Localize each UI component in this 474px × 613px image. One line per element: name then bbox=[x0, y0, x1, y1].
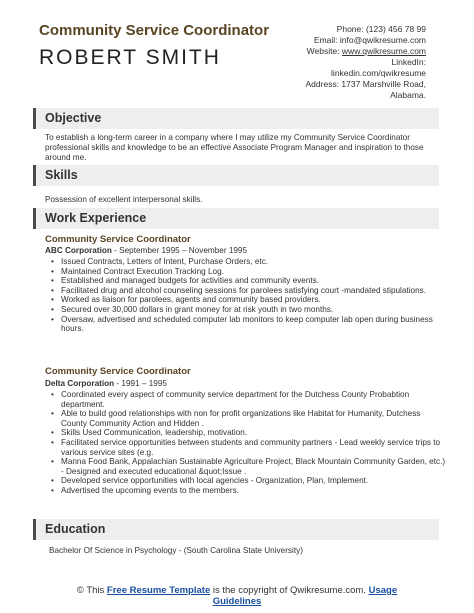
objective-text: To establish a long-term career in a company where I may utilize my Community Service Coordinator professional skills and knowledge to be an effective Associate Program Manager and inspiration to those around me. bbox=[45, 133, 424, 162]
section-header-education bbox=[33, 519, 439, 540]
list-item: • Worked as liaison for parolees, agents and community based providers. bbox=[61, 295, 446, 305]
section-header-work-experience bbox=[33, 208, 439, 229]
section-title: Objective bbox=[45, 111, 102, 125]
job-company: Delta Corporation bbox=[45, 379, 115, 388]
section-header-objective bbox=[33, 108, 439, 129]
job-dates: - 1991 – 1995 bbox=[114, 379, 167, 388]
job-bullets bbox=[45, 257, 446, 334]
list-item: • Developed service opportunities with local agencies - Organization, Plan, Implement. bbox=[61, 476, 446, 486]
skills-text: Possession of excellent interpersonal skills. bbox=[45, 195, 203, 204]
section-title: Skills bbox=[45, 168, 78, 182]
contact-phone: Phone: (123) 456 78 99 bbox=[336, 24, 426, 34]
list-item: • Maintained Contract Execution Tracking Log. bbox=[61, 267, 446, 277]
list-item: • Issued Contracts, Letters of Intent, Purchase Orders, etc. bbox=[61, 257, 446, 267]
list-item: • Advertised the upcoming events to the members. bbox=[61, 486, 446, 496]
job-company: ABC Corporation bbox=[45, 246, 112, 255]
contact-linkedin: linkedin.com/qwikresume bbox=[331, 68, 426, 78]
usage-guidelines-link-cont[interactable]: Guidelines bbox=[212, 596, 262, 607]
usage-guidelines-link[interactable]: Usage bbox=[368, 585, 398, 596]
section-title: Education bbox=[45, 522, 106, 536]
contact-linkedin-label: LinkedIn: bbox=[391, 57, 426, 67]
contact-website bbox=[306, 46, 426, 57]
footer-middle: is the copyright of Qwikresume.com. bbox=[210, 585, 369, 596]
list-item: • Manna Food Bank, Appalachian Sustainable Agriculture Project, Black Mountain Community Garden, etc.) - Designed and executed educational &quot;Issue . bbox=[61, 457, 446, 476]
section-header-skills bbox=[33, 165, 439, 186]
resume-job-title: Community Service Coordinator bbox=[39, 22, 270, 39]
section-title: Work Experience bbox=[45, 211, 147, 225]
contact-address-city: Alabama. bbox=[390, 90, 426, 100]
list-item: • Established and managed budgets for activities and community events. bbox=[61, 276, 446, 286]
copyright-footer bbox=[0, 585, 474, 607]
contact-block bbox=[306, 24, 426, 101]
job-title: Community Service Coordinator bbox=[45, 234, 191, 245]
list-item: • Able to build good relationships with non for profit organizations like Habitat for Humanity, Dutchess County Community Action and Hidden . bbox=[61, 409, 446, 428]
contact-email: Email: info@qwikresume.com bbox=[313, 35, 426, 45]
job-company-line bbox=[45, 246, 247, 255]
list-item: • Facilitated drug and alcohol counseling sessions for parolees satisfying court -mandated stipulations. bbox=[61, 286, 446, 296]
list-item: • Coordinated every aspect of community service department for the Dutchess County Probabtion department. bbox=[61, 390, 446, 409]
free-resume-template-link[interactable]: Free Resume Template bbox=[106, 585, 211, 596]
list-item: • Skills Used Communication, leadership, motivation. bbox=[61, 428, 446, 438]
contact-website-link[interactable]: www.qwikresume.com bbox=[341, 46, 426, 56]
list-item: • Oversaw, advertised and scheduled computer lab monitors to keep computer lab open during business hours. bbox=[61, 315, 446, 334]
job-dates: - September 1995 – November 1995 bbox=[111, 246, 248, 255]
contact-website-label: Website: bbox=[306, 46, 342, 56]
resume-name: ROBERT SMITH bbox=[39, 46, 221, 69]
list-item: • Facilitated service opportunities between students and community partners - Lead weekly service trips to various service sites (e.g. bbox=[61, 438, 446, 457]
education-text: Bachelor Of Science in Psychology - (South Carolina State University) bbox=[49, 546, 303, 555]
list-item: • Secured over 30,000 dollars in grant money for at risk youth in two months. bbox=[61, 305, 446, 315]
job-title: Community Service Coordinator bbox=[45, 366, 191, 377]
job-company-line bbox=[45, 379, 167, 388]
footer-prefix: © This bbox=[76, 585, 107, 596]
job-bullets bbox=[45, 390, 446, 496]
contact-address: Address: 1737 Marshville Road, bbox=[305, 79, 426, 89]
